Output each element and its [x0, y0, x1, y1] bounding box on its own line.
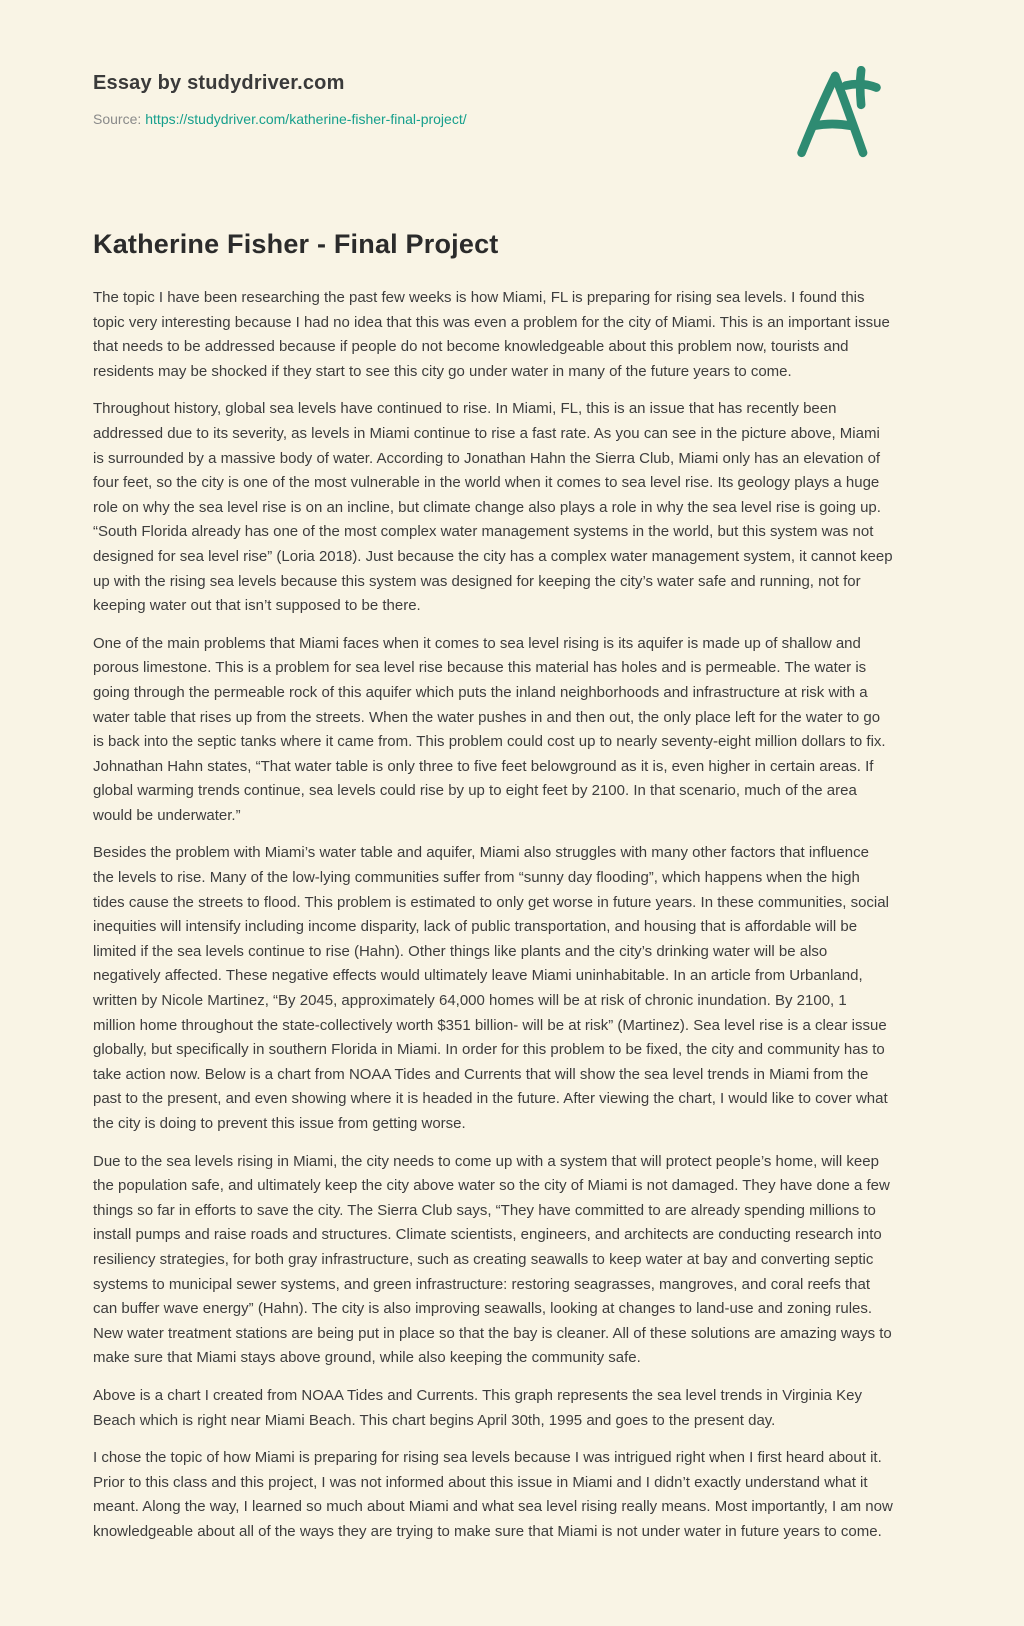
essay-paragraph: One of the main problems that Miami faces when it comes to sea level rising is its aquifer is made up of shallow and porous limestone. This is a problem for sea level rise because this material has holes and is permeable. The water is going through the permeable rock of this aquifer which puts the inland neighborhoods and infrastructure at risk with a water table that rises up from the streets. When the water pushes in and then out, the only place left for the water to go is back into the septic tanks where it came from. This problem could cost up to nearly seventy-eight million dollars to fix. Johnathan Hahn states, “That water table is only three to five feet belowground as it is, even higher in certain areas. If global warming trends continue, sea levels could rise by up to eight feet by 2100. In that scenario, much of the area would be underwater.” [93, 634, 886, 824]
essay-title: Katherine Fisher - Final Project [93, 229, 499, 259]
source-link[interactable]: https://studydriver.com/katherine-fisher-final-project/ [145, 111, 467, 127]
a-plus-logo-icon [792, 145, 888, 162]
essay-paragraph: Besides the problem with Miami’s water table and aquifer, Miami also struggles with many other factors that influence the levels to rise. Many of the low-lying communities suffer from “sunny day flooding”, which happens when the high tides cause the streets to flood. This problem is estimated to only get worse in future years. In these communities, social inequities will intensify including income disparity, lack of public transportation, and housing that is affordable will be limited if the sea levels continue to rise (Hahn). Other things like plants and the city’s drinking water will be also negatively affected. These negative effects would ultimately leave Miami uninhabitable. In an article from Urbanland, written by Nicole Martinez, “By 2045, approximately 64,000 homes will be at risk of chronic inundation. By 2100, 1 million home throughout the state-collectively worth $351 billion- will be at risk” (Martinez). Sea level rise is a clear issue globally, but specifically in southern Florida in Miami. In order for this problem to be fixed, the city and community has to take action now. Below is a chart from NOAA Tides and Currents that will show the sea level trends in Miami from the past to the present, and even showing where it is headed in the future. After viewing the chart, I would like to cover what the city is doing to prevent this issue from getting worse. [93, 844, 889, 1132]
essay-paragraph: Above is a chart I created from NOAA Tides and Currents. This graph represents the sea level trends in Virginia Key Beach which is right near Miami Beach. This chart begins April 30th, 1995 and goes to the present day. [93, 1386, 862, 1429]
studydriver-logo [792, 66, 888, 158]
essay-paragraph: I chose the topic of how Miami is preparing for rising sea levels because I was intrigued right when I first heard about it. Prior to this class and this project, I was not informed about this issue in Miami and I didn’t exactly understand what it meant. Along the way, I learned so much about Miami and what sea level rising really means. Most importantly, I am now knowledgeable about all of the ways they are trying to make sure that Miami is not under water in future years to come. [93, 1449, 893, 1540]
site-title: Essay by studydriver.com [93, 72, 345, 94]
essay-paragraph: The topic I have been researching the past few weeks is how Miami, FL is preparing for rising sea levels. I found this topic very interesting because I had no idea that this was even a problem for the city of Miami. This is an important issue that needs to be addressed because if people do not become knowledgeable about this problem now, tourists and residents may be shocked if they start to see this city go under water in many of the future years to come. [93, 289, 890, 380]
essay-paragraph: Throughout history, global sea levels have continued to rise. In Miami, FL, this is an issue that has recently been addressed due to its severity, as levels in Miami continue to rise a fast rate. As you can see in the picture above, Miami is surrounded by a massive body of water. According to Jonathan Hahn the Sierra Club, Miami only has an elevation of four feet, so the city is one of the most vulnerable in the world when it comes to sea level rise. Its geology plays a huge role on why the sea level rise is on an incline, but climate change also plays a role in why the sea level rise is going up. “South Florida already has one of the most complex water management systems in the world, but this system was not designed for sea level rise” (Loria 2018). Just because the city has a complex water management system, it cannot keep up with the rising sea levels because this system was designed for keeping the city’s water safe and running, not for keeping water out that isn’t supposed to be there. [93, 400, 893, 615]
source-label: Source: [93, 111, 142, 127]
essay-paragraph: Due to the sea levels rising in Miami, the city needs to come up with a system that will protect people’s home, will keep the population safe, and ultimately keep the city above water so the city of Miami is not damaged. They have done a few things so far in efforts to save the city. The Sierra Club says, “They have committed to are already spending millions to install pumps and raise roads and structures. Climate scientists, engineers, and architects are conducting research into resiliency strategies, for both gray infrastructure, such as creating seawalls to keep water at bay and converting septic systems to municipal sewer systems, and green infrastructure: restoring seagrasses, mangroves, and coral reefs that can buffer wave energy” (Hahn). The city is also improving seawalls, looking at changes to land-use and zoning rules. New water treatment stations are being put in place so that the bay is cleaner. All of these solutions are amazing ways to make sure that Miami stays above ground, while also keeping the community safe. [93, 1152, 892, 1367]
essay-body [93, 286, 893, 1545]
essay-main [93, 229, 931, 1545]
